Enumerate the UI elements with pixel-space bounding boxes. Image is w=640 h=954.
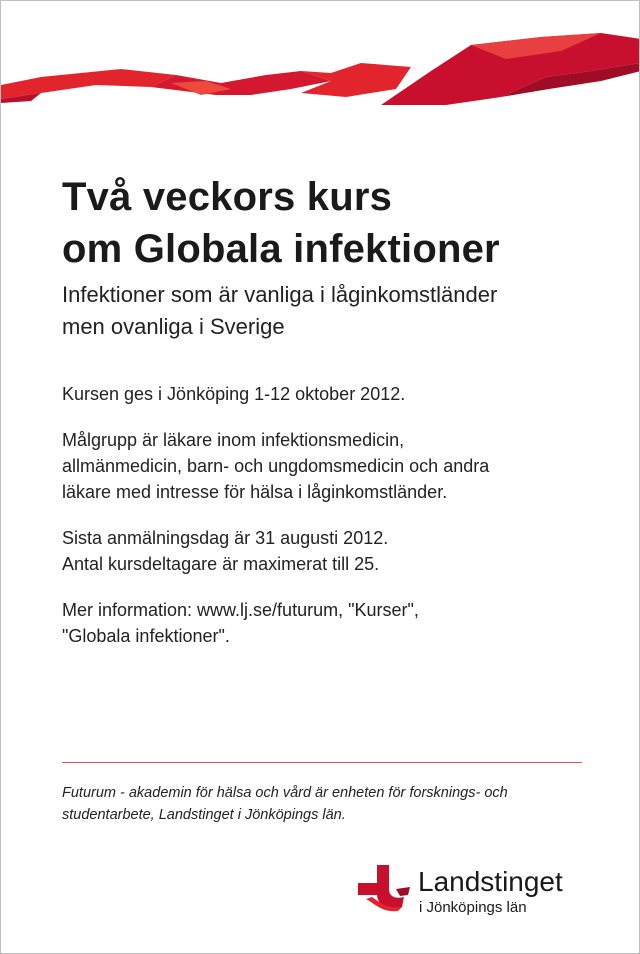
footer-line-1: Futurum - akademin för hälsa och vård är enheten för forsknings- och [62,785,508,801]
subheadline [62,279,602,343]
divider-line [62,762,582,763]
red-ribbon-decoration [1,1,640,111]
headline-line-1: Två veckors kurs [62,175,393,219]
headline [62,171,602,275]
logo-subname: i Jönköpings län [419,899,527,916]
course-dates-text: Kursen ges i Jönköping 1-12 oktober 2012. [62,384,406,404]
participant-limit: Antal kursdeltagare är maximerat till 25. [62,554,380,574]
landstinget-logo [356,863,596,919]
target-group-paragraph [62,427,602,505]
more-info-line-2: "Globala infektioner". [62,626,230,646]
registration-deadline: Sista anmälningsdag är 31 augusti 2012. [62,528,389,548]
footer-line-2: studentarbete, Landstinget i Jönköpings län. [62,807,346,823]
headline-line-2: om Globala infektioner [62,227,500,271]
more-info-line-1: Mer information: www.lj.se/futurum, "Kurser", [62,600,419,620]
target-group-line-3: läkare med intresse för hälsa i låginkomstländer. [62,482,448,502]
course-dates-paragraph [62,381,602,407]
target-group-line-1: Målgrupp är läkare inom infektionsmedicin, [62,430,405,450]
ribbon-left-band [1,69,176,99]
footer-note [62,782,582,826]
registration-paragraph [62,525,602,577]
target-group-line-2: allmänmedicin, barn- och ungdomsmedicin och andra [62,456,490,476]
logo-name: Landstinget [418,866,563,897]
subheadline-line-2: men ovanliga i Sverige [62,314,285,339]
subheadline-line-1: Infektioner som är vanliga i låginkomstländer [62,282,498,307]
main-content [62,171,602,649]
landstinget-cross-ribbon-icon [356,863,412,919]
more-info-paragraph [62,597,602,649]
